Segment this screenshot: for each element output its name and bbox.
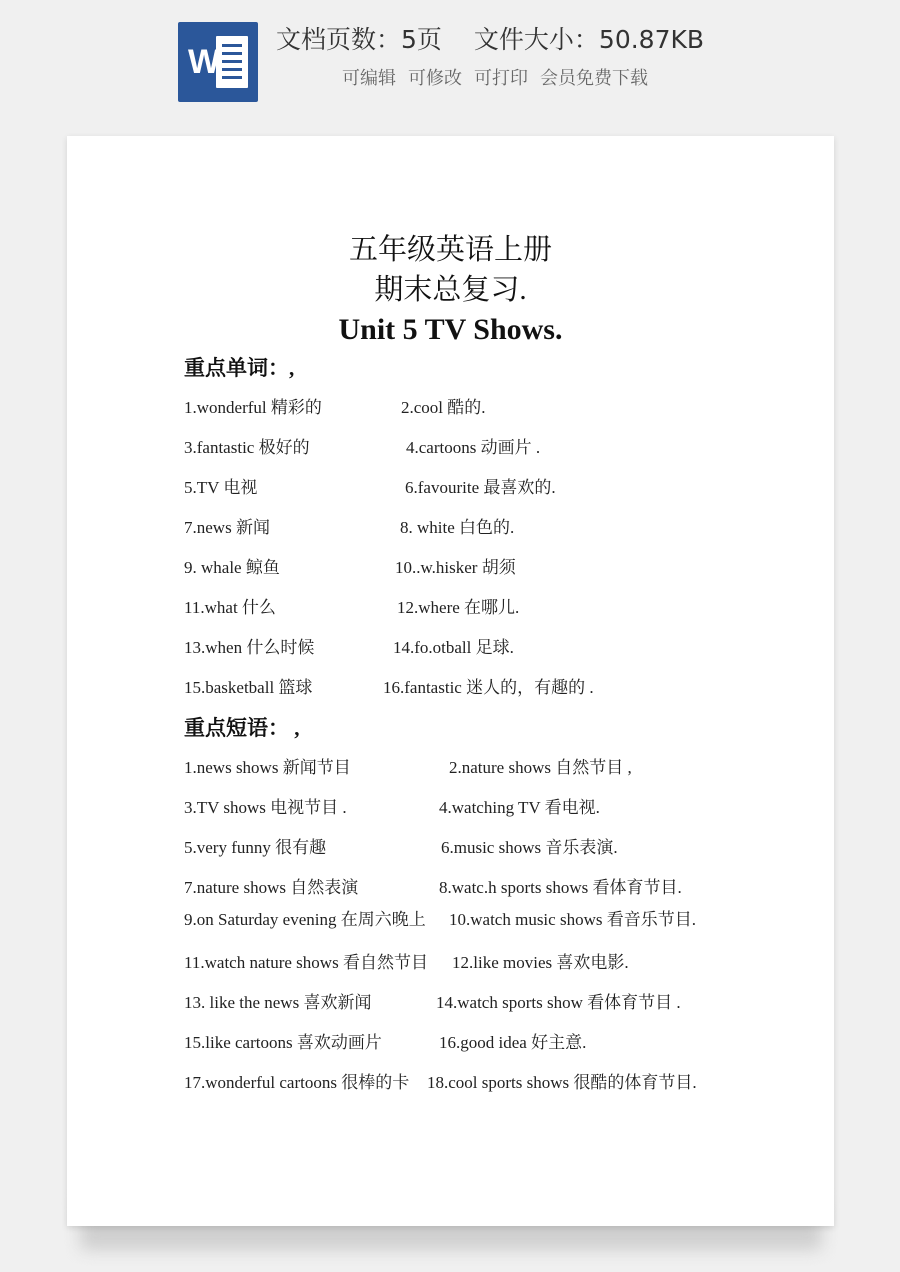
vocab-item: 15.basketball 篮球 [184,678,313,697]
vocab-item: 7.news 新闻 [184,518,270,537]
phrase-item: 12.like movies 喜欢电影. [452,953,629,972]
vocab-item: 13.when 什么时候 [184,638,315,657]
phrase-item: 9.on Saturday evening 在周六晚上 [184,910,426,929]
phrase-item: 18.cool sports shows 很酷的体育节目. [427,1073,697,1092]
phrase-item: 1.news shows 新闻节目 [184,758,351,777]
phrases-heading: 重点短语： , [184,716,300,740]
phrase-item: 13. like the news 喜欢新闻 [184,993,372,1012]
vocab-item: 6.favourite 最喜欢的. [405,478,556,497]
vocab-item: 8. white 白色的. [400,518,515,537]
vocab-item: 5.TV 电视 [184,478,258,497]
phrase-item: 7.nature shows 自然表演 [184,878,359,897]
feature-printable: 可打印 [474,68,528,89]
document-page [67,136,834,1226]
vocab-item: 3.fantastic 极好的 [184,438,310,457]
phrase-item: 17.wonderful cartoons 很棒的卡 [184,1073,410,1092]
phrase-item: 15.like cartoons 喜欢动画片 [184,1033,382,1052]
unit-title: Unit 5 TV Shows. [338,313,563,346]
vocab-item: 16.fantastic 迷人的，有趣的 . [383,678,594,697]
phrase-item: 3.TV shows 电视节目 . [184,798,347,817]
page-count: 文档页数：5页 [276,25,442,54]
vocab-heading: 重点单词：, [184,356,295,380]
feature-editable: 可编辑 [342,68,396,89]
doc-subtitle: 期末总复习. [374,274,527,306]
file-size: 文件大小：50.87KB [473,25,705,54]
file-info [276,20,704,60]
vocab-item: 14.fo.otball 足球. [393,638,514,657]
vocab-item: 1.wonderful 精彩的 [184,398,322,417]
vocab-item: 10..w.hisker 胡须 [395,558,516,577]
phrase-item: 4.watching TV 看电视. [439,798,600,817]
vocab-item: 2.cool 酷的. [401,398,486,417]
feature-list [342,64,648,94]
phrase-item: 2.nature shows 自然节目 , [449,758,632,777]
feature-modifiable: 可修改 [408,68,462,89]
vocab-item: 4.cartoons 动画片 . [406,438,541,457]
download-banner [0,0,900,120]
vocab-item: 9. whale 鲸鱼 [184,558,280,577]
word-icon [178,22,258,102]
word-letter: W [187,43,221,81]
phrase-item: 16.good idea 好主意. [439,1033,587,1052]
phrase-item: 6.music shows 音乐表演. [441,838,618,857]
doc-title: 五年级英语上册 [348,234,552,266]
vocab-item: 11.what 什么 [184,598,276,617]
vocab-item: 12.where 在哪儿. [397,598,520,617]
phrase-item: 11.watch nature shows 看自然节目 [184,953,428,972]
phrase-item: 8.watc.h sports shows 看体育节目. [439,878,682,897]
feature-member-download: 会员免费下载 [540,68,648,89]
phrase-item: 14.watch sports show 看体育节目 . [436,993,681,1012]
phrase-item: 10.watch music shows 看音乐节目. [449,910,696,929]
phrase-item: 5.very funny 很有趣 [184,838,327,857]
